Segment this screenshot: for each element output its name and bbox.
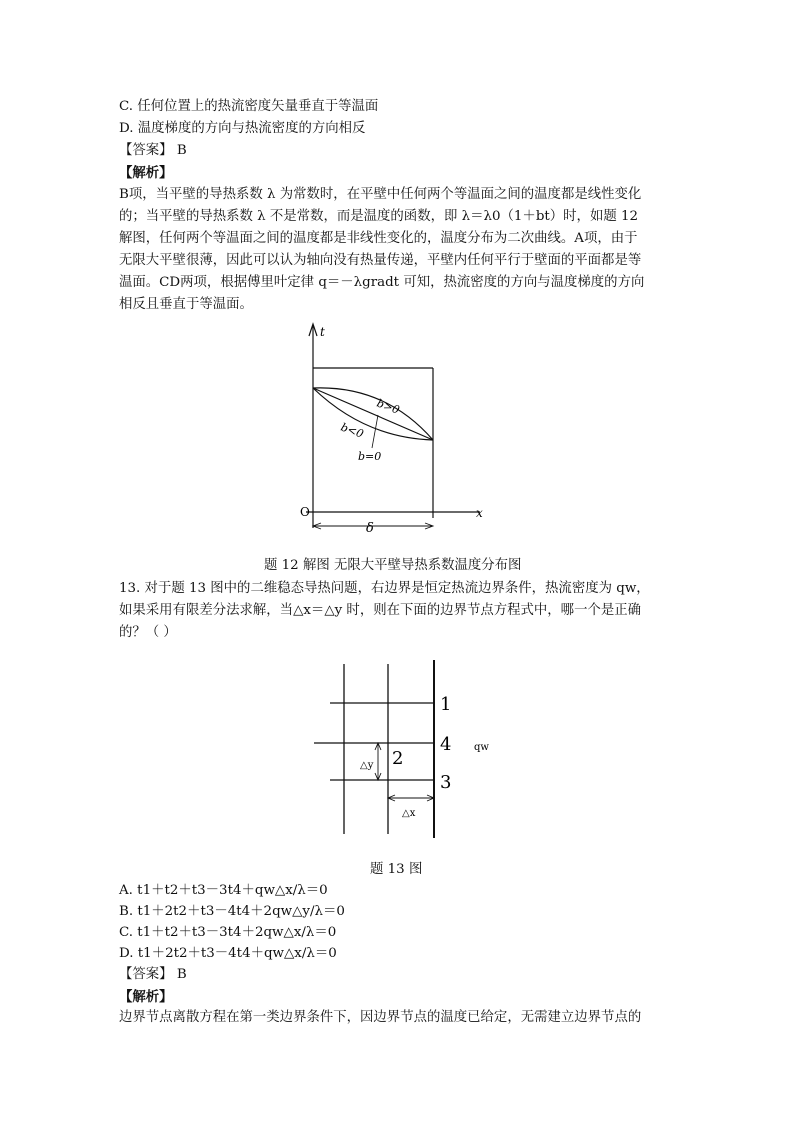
option-c: C. 任何位置上的热流密度矢量垂直于等温面: [119, 99, 379, 114]
qw-label: qw: [474, 742, 489, 753]
figure-12-caption: 题 12 解图 无限大平壁导热系数温度分布图: [264, 558, 522, 573]
question-13-line-1: 13. 对于题 13 图中的二维稳态导热问题，右边界是恒定热流边界条件，热流密度为 qw，: [119, 581, 650, 596]
option-a-13: A. t1＋t2＋t3－3t4＋qw△x/λ＝0: [119, 883, 328, 898]
b-lt-0-label: b<0: [338, 420, 366, 441]
delta-label: δ: [366, 521, 374, 536]
analysis-text-line-6: 相反且垂直于等温面。: [119, 297, 253, 312]
option-b-13: B. t1＋2t2＋t3－4t4＋2qw△y/λ＝0: [119, 904, 345, 919]
analysis-heading-13: 【解析】: [119, 989, 173, 1005]
node-1-label: 1: [440, 694, 452, 715]
option-c-13: C. t1＋t2＋t3－3t4＋2qw△x/λ＝0: [119, 925, 337, 940]
option-d-13: D. t1＋2t2＋t3－4t4＋qw△x/λ＝0: [119, 946, 337, 961]
b-eq-0-label: b=0: [358, 450, 382, 463]
analysis-text-line-5: 温面。CD两项，根据傅里叶定律 q＝－λgradt 可知，热流密度的方向与温度梯度的方向: [119, 275, 645, 290]
node-3-label: 3: [440, 772, 452, 793]
origin-label: O: [300, 505, 310, 519]
x-axis-label: x: [476, 506, 483, 520]
b-eq-0-leader: [372, 415, 378, 448]
question-13-line-2: 如果采用有限差分法求解，当△x＝△y 时，则在下面的边界节点方程式中，哪一个是正确: [119, 603, 642, 618]
question-13-line-3: 的？（ ）: [119, 625, 177, 640]
curve-b-eq-0: [313, 388, 433, 440]
figure-13-caption: 题 13 图: [370, 862, 423, 877]
node-4-label: 4: [440, 734, 452, 755]
node-2-label: 2: [392, 748, 404, 769]
b-gt-0-label: b>0: [374, 396, 402, 417]
figure-12-temperature-distribution: [280, 320, 520, 540]
answer-label: 【答案】 B: [119, 143, 187, 158]
option-d: D. 温度梯度的方向与热流密度的方向相反: [119, 121, 366, 136]
dx-label: △x: [402, 808, 416, 819]
analysis-text-line-1: B项，当平壁的导热系数 λ 为常数时，在平壁中任何两个等温面之间的温度都是线性变化: [119, 187, 642, 202]
analysis-heading: 【解析】: [119, 165, 173, 181]
t-axis-label: t: [320, 325, 325, 339]
analysis-text-line-4: 无限大平壁很薄，因此可以认为轴向没有热量传递，平壁内任何平行于壁面的平面都是等: [119, 253, 642, 268]
answer-label-13: 【答案】 B: [119, 967, 187, 982]
dy-label: △y: [360, 760, 374, 771]
analysis-text-line-2: 的；当平壁的导热系数 λ 不是常数，而是温度的函数，即 λ＝λ0（1＋bt）时，如题 12: [119, 209, 639, 224]
analysis-text-line-3: 解图，任何两个等温面之间的温度都是非线性变化的，温度分布为二次曲线。A项，由于: [119, 231, 638, 246]
figure-13-grid: [310, 658, 520, 843]
analysis-13-line-1: 边界节点离散方程在第一类边界条件下，因边界节点的温度已给定，无需建立边界节点的: [119, 1010, 642, 1025]
